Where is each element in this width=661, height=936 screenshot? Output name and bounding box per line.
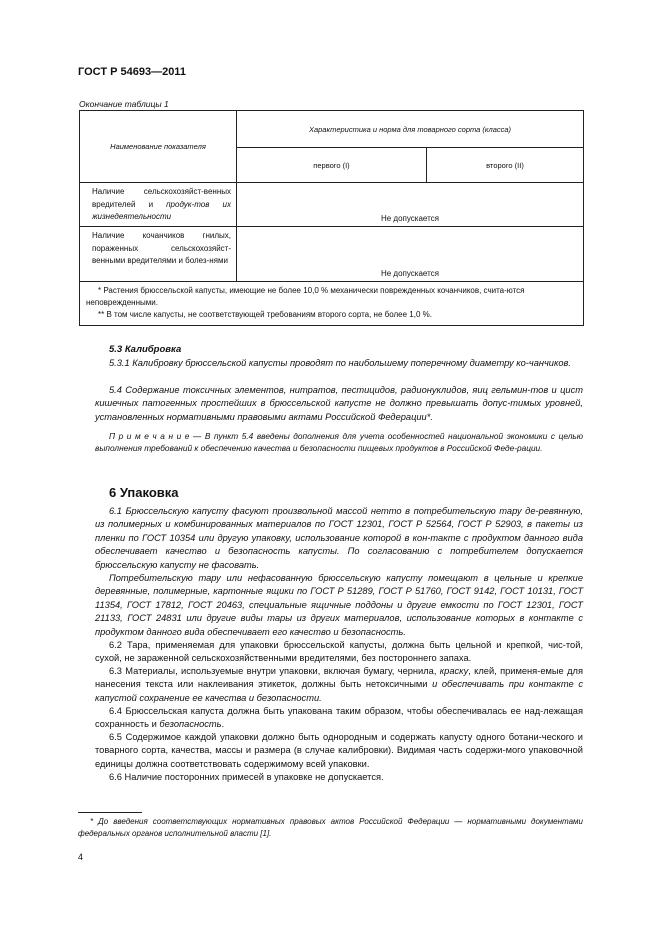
section-6-heading: 6 Упаковка	[109, 485, 179, 500]
header-second-grade: второго (II)	[427, 148, 584, 183]
row-value: Не допускается	[237, 227, 584, 282]
table-footnote-2: ** В том числе капусты, не соответствующей требованиям второго сорта, не более 1,0 %.	[98, 310, 432, 319]
row-label: Наличие кочанчиков гнилых, пораженных сельскохозяйст-венными вредителями и болез-нями	[80, 227, 237, 282]
page-number: 4	[78, 852, 84, 862]
footnote-divider	[78, 812, 142, 813]
paragraph-6-3: 6.3 Материалы, используемые внутри упаковки, включая бумагу, чернила, краску, клей, применя-емые для нанесения текста или наклеивания этикеток, должны быть нетоксичными и обеспечивать при контакте с капустой сохранение ее качества и безопасности.	[95, 666, 583, 703]
paragraph-6-1-cont: Потребительскую тару или нефасованную брюссельскую капусту помещают в цельные и крепкие деревянные, полимерные, картонные ящики по ГОСТ Р 51289, ГОСТ Р 51760, ГОСТ 9142, ГОСТ 10131, ГОСТ 11354, ГОСТ 17812, ГОСТ 20463, специальные ящичные поддоны и другие емкости по ГОСТ 12301, ГОСТ 21133, ГОСТ 24831 или другие виды тары из других материалов, использование которых в контакте с продуктом данного вида обеспечивает его качество и безопасность.	[95, 573, 583, 637]
document-code: ГОСТ Р 54693—2011	[78, 66, 186, 78]
page-footnote: * До введения соответствующих нормативных правовых актов Российской Федерации — нормативными документами федеральных органов исполнительной власти [1].	[78, 817, 583, 838]
paragraph-5-4: 5.4 Содержание токсичных элементов, нитратов, пестицидов, радионуклидов, яиц гельмин-тов и цист кишечных патогенных простейших в брюссельской капусте не должно превышать допус-тимых уровней, установленных нормативными правовыми актами Российской Федерации*.	[95, 385, 583, 422]
row-label: Наличие сельскохозяйст-венных вредителей и продук-тов их жизнедеятельности	[80, 183, 237, 227]
row-value: Не допускается	[237, 183, 584, 227]
requirements-table	[79, 110, 584, 326]
header-indicator: Наименование показателя	[80, 111, 237, 183]
note-5-4: П р и м е ч а н и е — В пункт 5.4 введены дополнения для учета особенностей национальной экономики с целью выполнения требований к обеспечению качества и безопасности пищевых продуктов в Российской Феде-рации.	[95, 431, 583, 453]
table-row	[80, 227, 584, 282]
header-characteristic: Характеристика и норма для товарного сорта (класса)	[237, 111, 584, 148]
section-5-3-heading: 5.3 Калибровка	[109, 344, 182, 355]
table-footnote-1: * Растения брюссельской капусты, имеющие не более 10,0 % механически поврежденных кочанчиков, счита-ются неповрежденными.	[86, 286, 525, 307]
paragraph-6-1: 6.1 Брюссельскую капусту фасуют произвольной массой нетто в потребительскую тару де-ревянную, из полимерных и комбинированных материалов по ГОСТ 12301, ГОСТ Р 52564, ГОСТ Р 52903, в пакеты из пленки по ГОСТ 10354 или другую упаковку, использование которой в кон-такте с продуктом данного вида обеспечивает качество и безопасность капусты. По согласованию с потребителем допускается брюссельскую капусту не фасовать.	[95, 506, 583, 570]
paragraph-6-6: 6.6 Наличие посторонних примесей в упаковке не допускается.	[109, 772, 384, 782]
paragraph-6-2: 6.2 Тара, применяемая для упаковки брюссельской капусты, должна быть цельной и крепкой, чис-той, сухой, не зараженной сельскохозяйственными вредителями, без постороннего запаха.	[95, 640, 583, 664]
paragraph-5-3-1: 5.3.1 Калибровку брюссельской капусты проводят по наибольшему поперечному диаметру ко-чанчиков.	[109, 358, 571, 368]
table-row	[80, 183, 584, 227]
paragraph-6-5: 6.5 Содержимое каждой упаковки должно быть однородным и содержать капусту одного ботани-ческого и товарного сорта, качества, массы и размера (в случае калибровки). Видимая часть содержи-мого упаковочной единицы должна соответствовать содержимому всей упаковки.	[95, 732, 583, 769]
table-footnotes	[80, 282, 584, 326]
header-first-grade: первого (I)	[237, 148, 427, 183]
table-caption: Окончание таблицы 1	[79, 99, 169, 109]
paragraph-6-4: 6.4 Брюссельская капуста должна быть упакована таким образом, чтобы обеспечивалась ее над-лежащая сохранность и безопасность.	[95, 706, 583, 730]
